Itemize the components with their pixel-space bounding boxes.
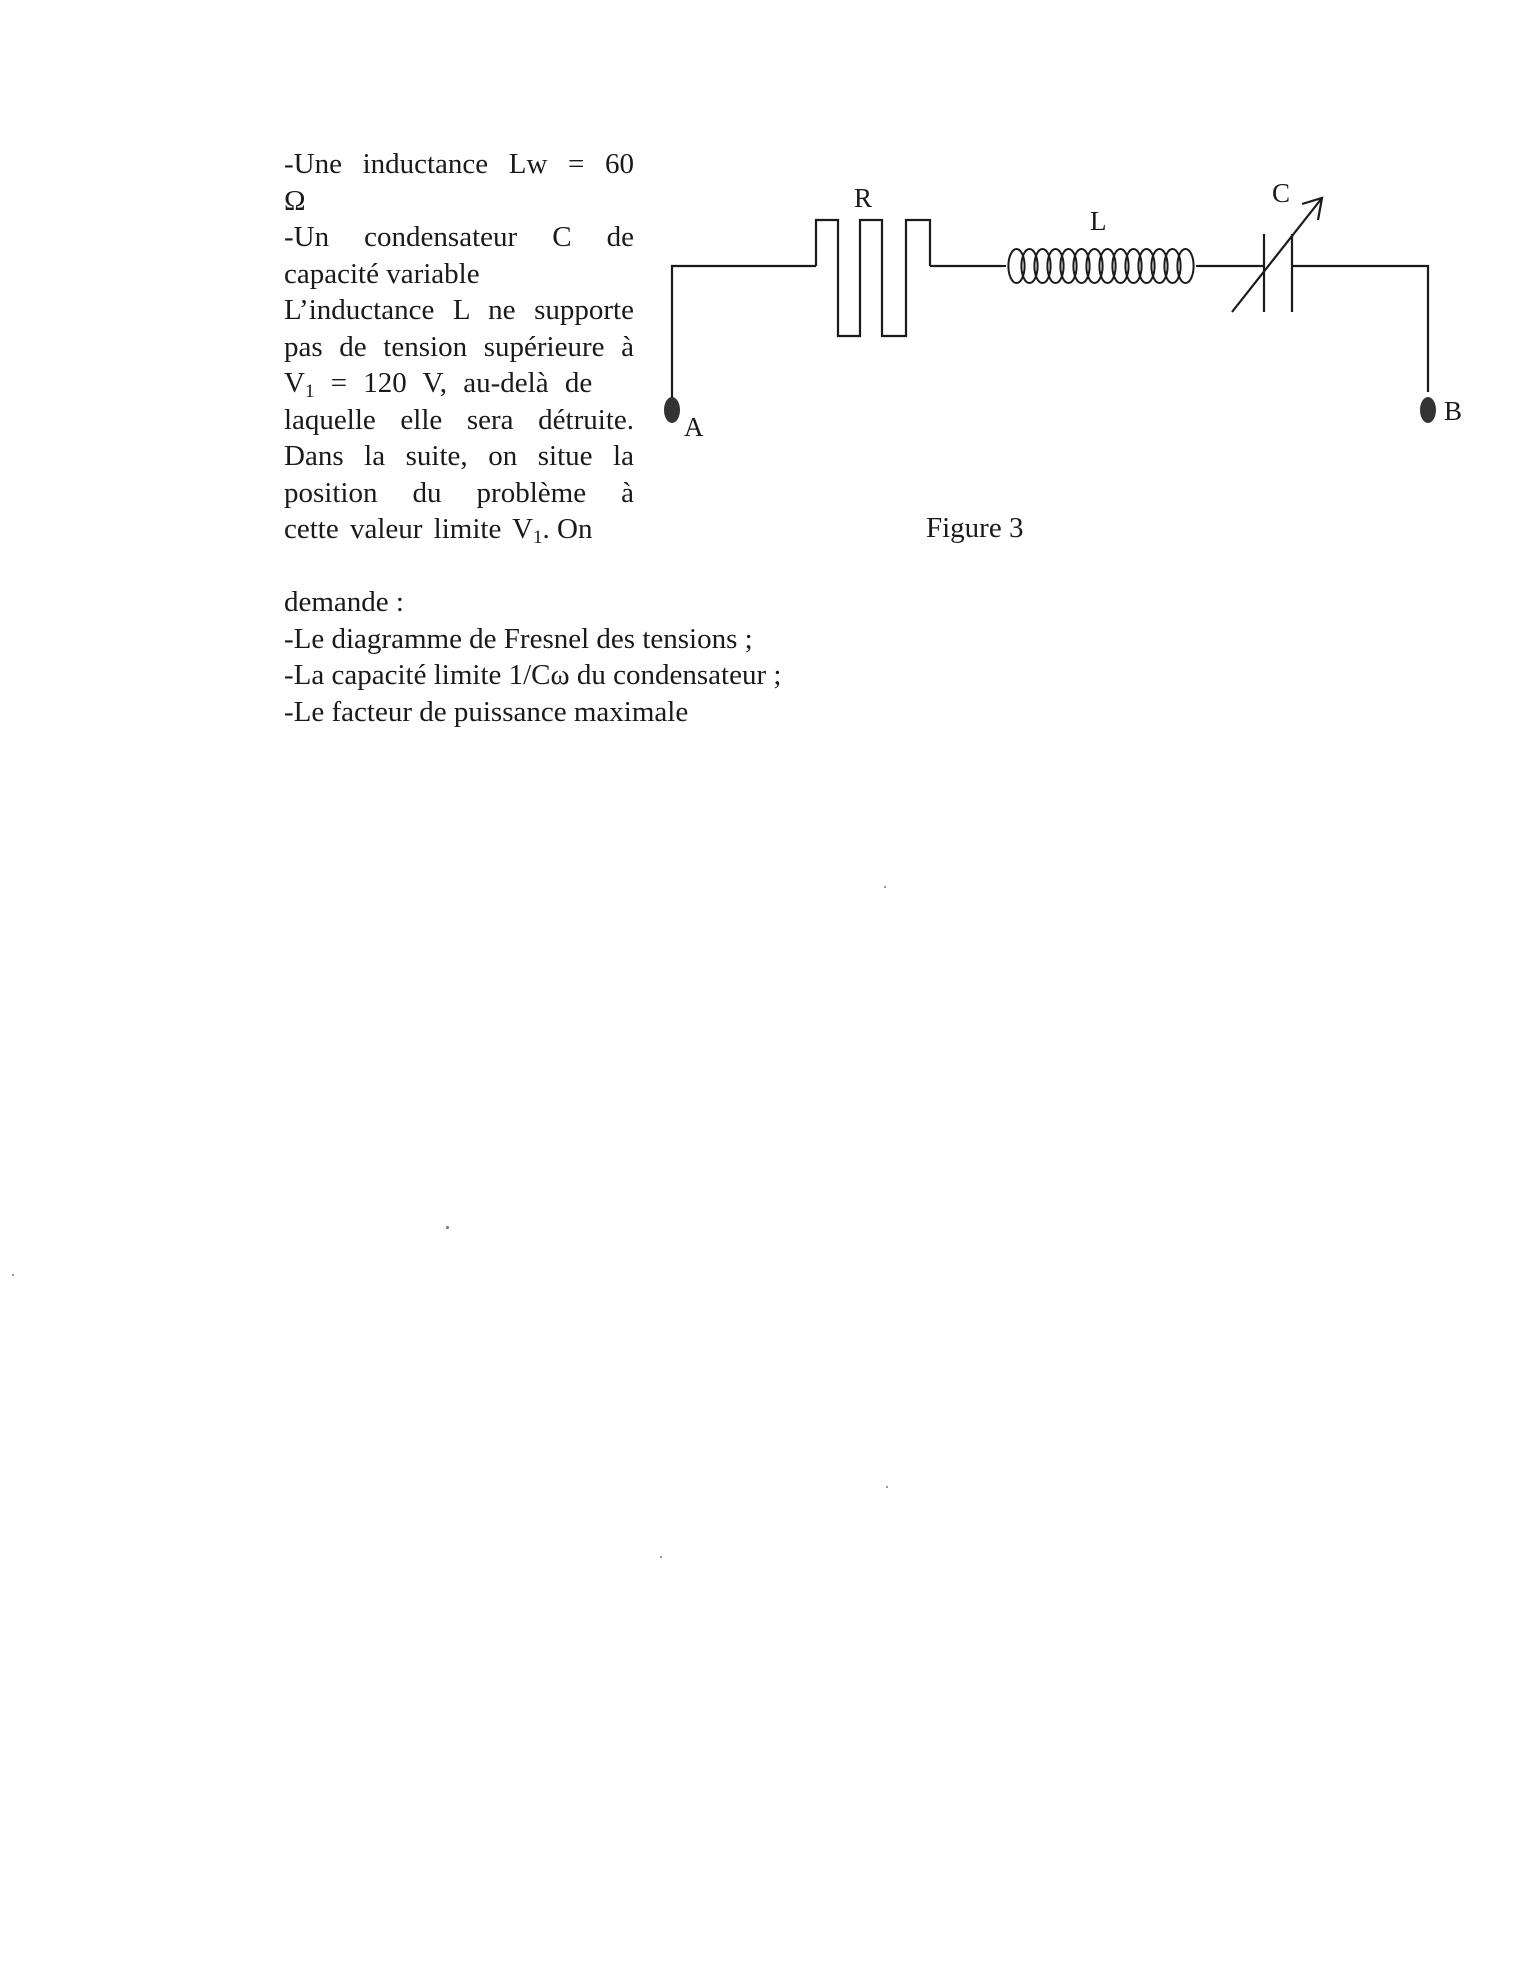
question-list (284, 584, 781, 730)
text-line: Dans la suite, on situe la (284, 440, 634, 472)
wire-right (1292, 266, 1428, 392)
figure-caption: Figure 3 (926, 512, 1024, 544)
terminal-a-dot (664, 397, 680, 423)
wire-left (672, 266, 816, 402)
terminal-b-label: B (1444, 396, 1463, 426)
text-line-limit: cette valeur limite $V_1$. On (284, 513, 593, 548)
text-line: Ω (284, 184, 306, 217)
capacitor-label: C (1272, 178, 1291, 208)
text-line: laquelle elle sera détruite. (284, 403, 634, 436)
text-line: position du problème à (284, 476, 634, 509)
text-line-v1: $V_1 = 120$ V, au-delà de (284, 367, 593, 402)
inductor-symbol (1002, 249, 1198, 283)
resistor-label: R (854, 183, 873, 213)
resistor-symbol (816, 220, 930, 336)
capacitor-symbol (1264, 234, 1292, 312)
question-item: -La capacité limite 1/Cω du condensateur ; (284, 659, 782, 691)
question-item: -Le diagramme de Fresnel des tensions ; (284, 622, 753, 655)
terminal-b-dot (1420, 397, 1436, 423)
text-line: -Une inductance Lw = 60 (284, 148, 634, 180)
text-line: pas de tension supérieure à (284, 330, 634, 363)
question-item: -Le facteur de puissance maximale (284, 695, 689, 728)
inductor-label: L (1090, 206, 1107, 236)
variable-arrow (1232, 198, 1322, 312)
text-line: -Un condensateur C de (284, 221, 634, 253)
text-line: L’inductance L ne supporte (284, 294, 634, 326)
terminal-a-label: A (684, 412, 704, 442)
text-line: demande : (284, 586, 404, 618)
rlc-circuit-diagram (0, 0, 1520, 600)
text-line: capacité variable (284, 257, 480, 290)
